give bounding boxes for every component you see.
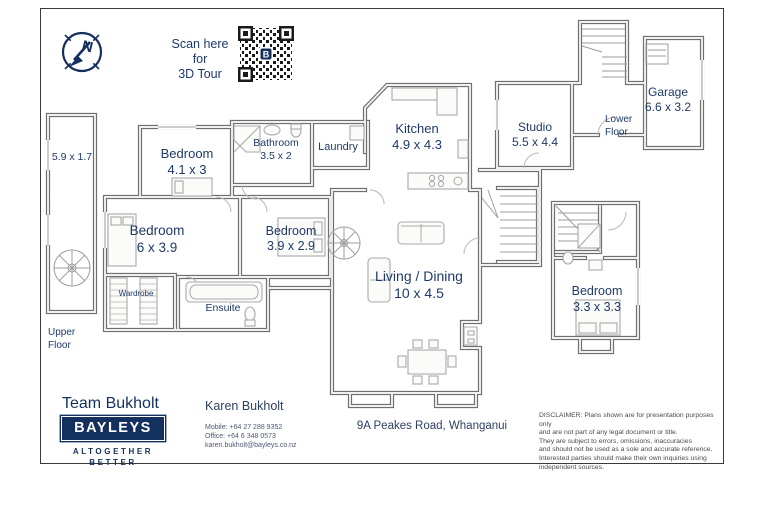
compass-icon	[63, 33, 101, 71]
room-label-kitchen: Kitchen 4.9 x 4.3	[392, 121, 442, 152]
scan-line-1: Scan here	[171, 37, 229, 51]
agent-contact-block	[205, 423, 297, 450]
compass-north-letter: N	[80, 37, 95, 57]
disclaimer-block	[539, 412, 725, 472]
agent-name: Karen Bukholt	[205, 399, 284, 413]
agent-email: karen.bukholt@bayleys.co.nz	[205, 442, 297, 449]
scan-line-2: for	[192, 52, 208, 66]
staircase-top-right	[582, 29, 627, 77]
room-label-bedroom-2: Bedroom 6 x 3.9	[129, 223, 185, 255]
room-label-bedroom-1: Bedroom 4.1 x 3	[160, 146, 214, 177]
disclaimer-line: and are not part of any legal document or title.	[539, 429, 678, 437]
spiral-stair-center	[328, 227, 360, 259]
disclaimer-line: and should not be used as a sole and accurate reference.	[539, 446, 713, 454]
walls	[48, 22, 702, 406]
team-name: Team Bukholt	[62, 395, 159, 412]
qr-code-icon	[238, 26, 294, 82]
room-label-wardrobe: Wardrobe	[118, 289, 154, 298]
disclaimer-line: They are subject to errors, omissions, inaccuracies	[539, 437, 692, 445]
room-label-bedroom-4: Bedroom 3.3 x 3.3	[571, 284, 623, 314]
bayleys-logo: BAYLEYS	[62, 417, 164, 440]
upper-floor-label: Upper Floor	[48, 327, 76, 351]
scan-line-3: 3D Tour	[178, 67, 222, 81]
room-label-bedroom-3: Bedroom 3.9 x 2.9	[265, 224, 317, 253]
room-label-laundry: Laundry	[318, 141, 358, 153]
staircase-right-of-living	[482, 190, 538, 252]
room-label-garage: Garage 6.6 x 3.2	[644, 85, 692, 114]
property-address: 9A Peakes Road, Whanganui	[356, 420, 508, 432]
spiral-stair-upper-room	[54, 250, 90, 286]
room-label-living-dining: Living / Dining 10 x 4.5	[375, 268, 463, 301]
qr-center-letter: B	[262, 49, 270, 60]
garage-steps	[646, 44, 668, 64]
lower-floor-label: Lower Floor	[605, 114, 633, 138]
scan-3d-tour-label	[172, 37, 229, 82]
room-label-upper-room: 5.9 x 1.7	[51, 151, 93, 163]
brand-tagline: ALTOGETHER BETTER	[72, 447, 154, 467]
agent-office: Office: +64 6 348 0573	[205, 433, 276, 440]
disclaimer-line: Interested parties should make their own inquiries using	[539, 454, 707, 462]
room-label-ensuite: Ensuite	[205, 302, 241, 314]
room-label-studio: Studio 5.5 x 4.4	[511, 120, 559, 149]
agent-mobile: Mobile: +64 27 288 9352	[205, 424, 283, 431]
disclaimer-line: DISCLAIMER: Plans shown are for presentation purposes only	[539, 412, 714, 428]
disclaimer-line: independent sources.	[539, 463, 604, 471]
room-label-bathroom: Bathroom 3.5 x 2	[253, 137, 299, 162]
